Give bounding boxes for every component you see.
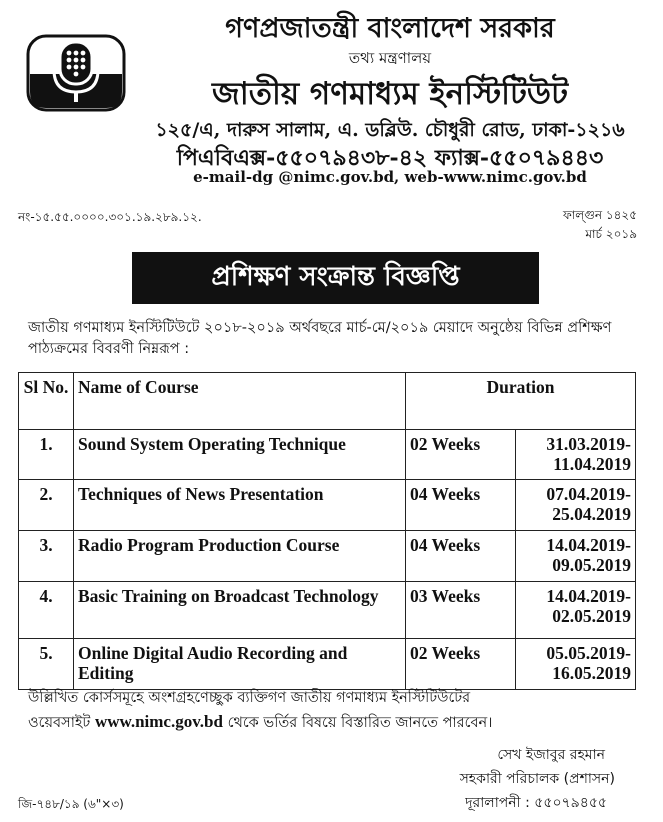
website-link[interactable]: www.nimc.gov.bd	[94, 712, 223, 731]
row-dates: 05.05.2019- 16.05.2019	[516, 639, 636, 690]
institute-address: ১২৫/এ, দারুস সালাম, এ. ডব্লিউ. চৌধুরী রোড, ঢাকা-১২১৬	[155, 119, 625, 141]
row-sl: 4.	[19, 582, 74, 639]
government-name: গণপ্রজাতন্ত্রী বাংলাদেশ সরকার	[225, 13, 555, 44]
signatory-designation: সহকারী পরিচালক (প্রশাসন)	[459, 771, 615, 787]
header-sl: Sl No.	[19, 373, 74, 430]
closing-suffix: থেকে ভর্তির বিষয়ে বিস্তারিত জানতে পারবেন।	[227, 715, 493, 731]
header-course: Name of Course	[74, 373, 406, 430]
table-row	[19, 480, 636, 531]
date-bangla: ফাল্গুন ১৪২৫	[563, 208, 637, 222]
row-course: Online Digital Audio Recording and Editing	[74, 639, 406, 690]
table-row	[19, 531, 636, 582]
row-course: Sound System Operating Technique	[74, 430, 406, 480]
closing-line-1: উল্লিখিত কোর্সসমূহে অংশগ্রহণেচ্ছুক ব্যক্তিগণ জাতীয় গণমাধ্যম ইনস্টিটিউটের	[28, 690, 471, 706]
notice-title	[134, 254, 537, 302]
intro-paragraph: জাতীয় গণমাধ্যম ইনস্টিটিউটে ২০১৮-২০১৯ অর্থবছরে মার্চ-মে/২০১৯ মেয়াদে অনুষ্ঠেয় বিভিন্ন প্রশিক্ষণ পাঠ্যক্রমের বিবরণী নিম্নরূপ :	[28, 320, 612, 357]
email-web: e-mail-dg @nimc.gov.bd, web-www.nimc.gov.bd	[193, 168, 587, 186]
microphone-logo-icon	[26, 34, 126, 112]
row-course: Basic Training on Broadcast Technology	[74, 582, 406, 639]
signatory-phone: দূরালাপনী : ৫৫০৭৯৪৫৫	[465, 795, 607, 811]
closing-paragraph	[28, 686, 640, 735]
row-sl: 1.	[19, 430, 74, 480]
row-dates: 14.04.2019- 02.05.2019	[516, 582, 636, 639]
row-sl: 5.	[19, 639, 74, 690]
ministry-name: তথ্য মন্ত্রণালয়	[348, 49, 432, 67]
row-course: Radio Program Production Course	[74, 531, 406, 582]
row-dates: 31.03.2019- 11.04.2019	[516, 430, 636, 480]
row-weeks: 03 Weeks	[406, 582, 516, 639]
phone-fax: পিএবিএক্স-৫৫০৭৯৪৩৮-৪২ ফ্যাক্স-৫৫০৭৯৪৪৩	[176, 145, 604, 171]
header-duration: Duration	[406, 373, 636, 430]
date-english: মার্চ ২০১৯	[585, 227, 637, 241]
row-weeks: 02 Weeks	[406, 639, 516, 690]
memo-number: নং-১৫.৫৫.০০০০.৩০১.১৯.২৮৯.১২.	[18, 210, 202, 224]
row-weeks: 02 Weeks	[406, 430, 516, 480]
table-row	[19, 430, 636, 480]
row-weeks: 04 Weeks	[406, 531, 516, 582]
institute-name: জাতীয় গণমাধ্যম ইনস্টিটিউট	[212, 76, 568, 112]
table-row	[19, 639, 636, 690]
signatory-name: সেখ ইজাবুর রহমান	[497, 747, 605, 763]
table-row	[19, 582, 636, 639]
row-dates: 07.04.2019- 25.04.2019	[516, 480, 636, 531]
closing-prefix: ওয়েবসাইট	[28, 715, 91, 731]
table-header-row	[19, 373, 636, 430]
row-weeks: 04 Weeks	[406, 480, 516, 531]
footer-reference: জি-৭৪৮/১৯ (৬"×৩)	[18, 797, 124, 811]
notice-title-text: প্রশিক্ষণ সংক্রান্ত বিজ্ঞপ্তি	[211, 262, 460, 292]
row-sl: 3.	[19, 531, 74, 582]
row-course: Techniques of News Presentation	[74, 480, 406, 531]
course-table	[18, 372, 636, 690]
row-dates: 14.04.2019- 09.05.2019	[516, 531, 636, 582]
row-sl: 2.	[19, 480, 74, 531]
